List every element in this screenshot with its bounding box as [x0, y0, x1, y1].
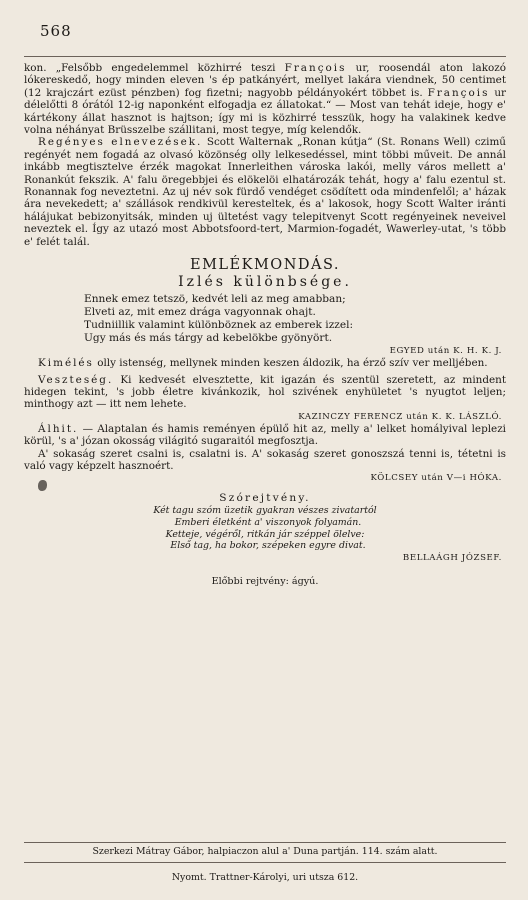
paragraph-text: ur délelőtti 8 órától 12-ig naponként elfogadja ez állatokat.“ — Most van tehát ideje, hogy e' kártékony állat hasznot is hajtson; így mi is közhirré tesszük, hogy ha valakinek kedve volna néhányat Brüsszelbe szállitani, most tegye, míg kelendők.: [24, 86, 506, 137]
paragraph-novel-names: [24, 136, 506, 248]
saying-alhit: [24, 423, 506, 448]
page-body: [24, 62, 506, 588]
poem-line: Tudniillik valamint különböznek az emberek izzel:: [84, 319, 354, 332]
page-number: 568: [40, 22, 72, 40]
paragraph-text: ur, roosendál aton lakozó lókereskedő, hogy minden eleven 's ép patkányért, mellyet lakára viendnek, 50 centimet (12 krajczárt ezüst pénzben) fog fizetni; nagyobb példányokért többet is.: [24, 62, 506, 99]
riddle-heading: Szórejtvény.: [219, 492, 311, 505]
paragraph-text: Scott Walternak „Ronan kútja“ (St. Ronans Well) czimű regényét nem fogadá az olvasó közönség olly lelkesedéssel, mint többi művеit. De annál inkább megtisztelve érzék magokat Innerleithen városka lakói, melly város mellett a' Ronankút fekszik. A' falu öregebbjei és elökelöi elhatározák tehát, hogy a' falu ezentul st. Ronannak fog neveztetni. Az uj név sok fürdő vendéget csödített oda mindenfelől; a' házak ára nevekedett; a' szállások rendkivül keresteltek, és a' lakosok, hogy Scott Walter iránti hálájukat bebizonyitsák, minden uj ültetést vagy telepitvenyt Scott regényeinek neveivel neveztek el. Így az utazó most Abbotsfoord-tert, Marmion-fogadét, Wawerley-utat, 's több e' felét talál.: [24, 136, 506, 248]
poem-line: Ennek emez tetszö, kedvét leli az meg amabban;: [84, 293, 346, 306]
saying-veszteseg: [24, 374, 506, 411]
footer-rule-bottom: [24, 862, 506, 863]
poem-attribution: EGYED után K. H. K. J.: [389, 346, 502, 357]
saying-text: — Alaptalan és hamis reményen épülő hit az, melly a' lelket homályival leplezi körül, 's a' józan okosság világitó sugaraitól megfosztja.: [24, 422, 506, 448]
riddle-line: Első tag, ha bokor, szépeken egyre divat.: [170, 540, 366, 552]
saying-sokasag: [24, 448, 506, 473]
ink-blot: [38, 480, 47, 491]
riddle-line: Két tagu szóm üzetik gyakran vészes zivatartól: [153, 505, 377, 517]
riddle: [24, 505, 506, 551]
saying-text: A' sokaság szeret csalni is, csalatni is. A' sokaság szeret gonoszszá tenni is, tétetni is való vagy képzelt hasznoért.: [24, 447, 506, 472]
colophon-editor: Szerkezi Mátray Gábor, halpiaczon alul a' Duna partján. 114. szám alatt.: [92, 846, 438, 857]
poem-line: Ugy más és más tárgy ad kebelökbe gyönyört.: [84, 332, 333, 345]
riddle-line: Emberi életként a' viszonyok folyamán.: [174, 516, 362, 528]
footer-rule-top: [24, 842, 506, 843]
saying-attribution: KAZINCZY FERENCZ után K. K. LÁSZLÓ.: [298, 411, 502, 422]
riddle-line: Ketteje, végéről, ritkán jár széppel ölelve:: [165, 528, 365, 540]
saying-head: Veszteség.: [38, 373, 114, 386]
emphasis-text: Regényes elnevezések.: [38, 136, 203, 149]
colophon-printer: Nyomt. Trattner-Károlyi, uri utsza 612.: [171, 872, 359, 883]
saying-kimeles: [24, 357, 506, 369]
emphasis-text: François: [284, 62, 347, 74]
saying-text: Ki kedvesét elvesztette, kit igazán és szentül szeretett, az mindent hidegen tekint, 's jobb életre kivánkozik, hol szivének enyhületet 's nyugtot leljen; minthogy azt — itt nem lehete.: [24, 373, 506, 411]
previous-riddle-answer: Előbbi rejtvény: ágyú.: [211, 575, 319, 587]
section-title: EMLÉKMONDÁS.: [189, 257, 341, 274]
paragraph-text: kon. „Felsőbb engedelemmel közhirré teszi: [24, 62, 285, 74]
emphasis-text: François: [427, 86, 490, 99]
saying-attribution: KÖLCSEY után V—i HÓKA.: [370, 473, 502, 484]
poem-line: Elveti az, mit emez drága vagyonnak ohajt.: [84, 306, 316, 319]
riddle-attribution: BELLAÁGH JÓZSEF.: [402, 552, 502, 563]
saying-head: Álhit.: [38, 422, 79, 435]
poem: [84, 293, 506, 345]
section-subtitle: Izlés különbsége.: [178, 274, 352, 291]
paragraph-rat-notice: [24, 62, 506, 136]
saying-text: olly istenség, mellynek minden keszen áldozik, ha érző szív ver melljében.: [93, 357, 488, 370]
saying-head: Kimélés: [38, 357, 94, 370]
header-rule: [24, 56, 506, 57]
